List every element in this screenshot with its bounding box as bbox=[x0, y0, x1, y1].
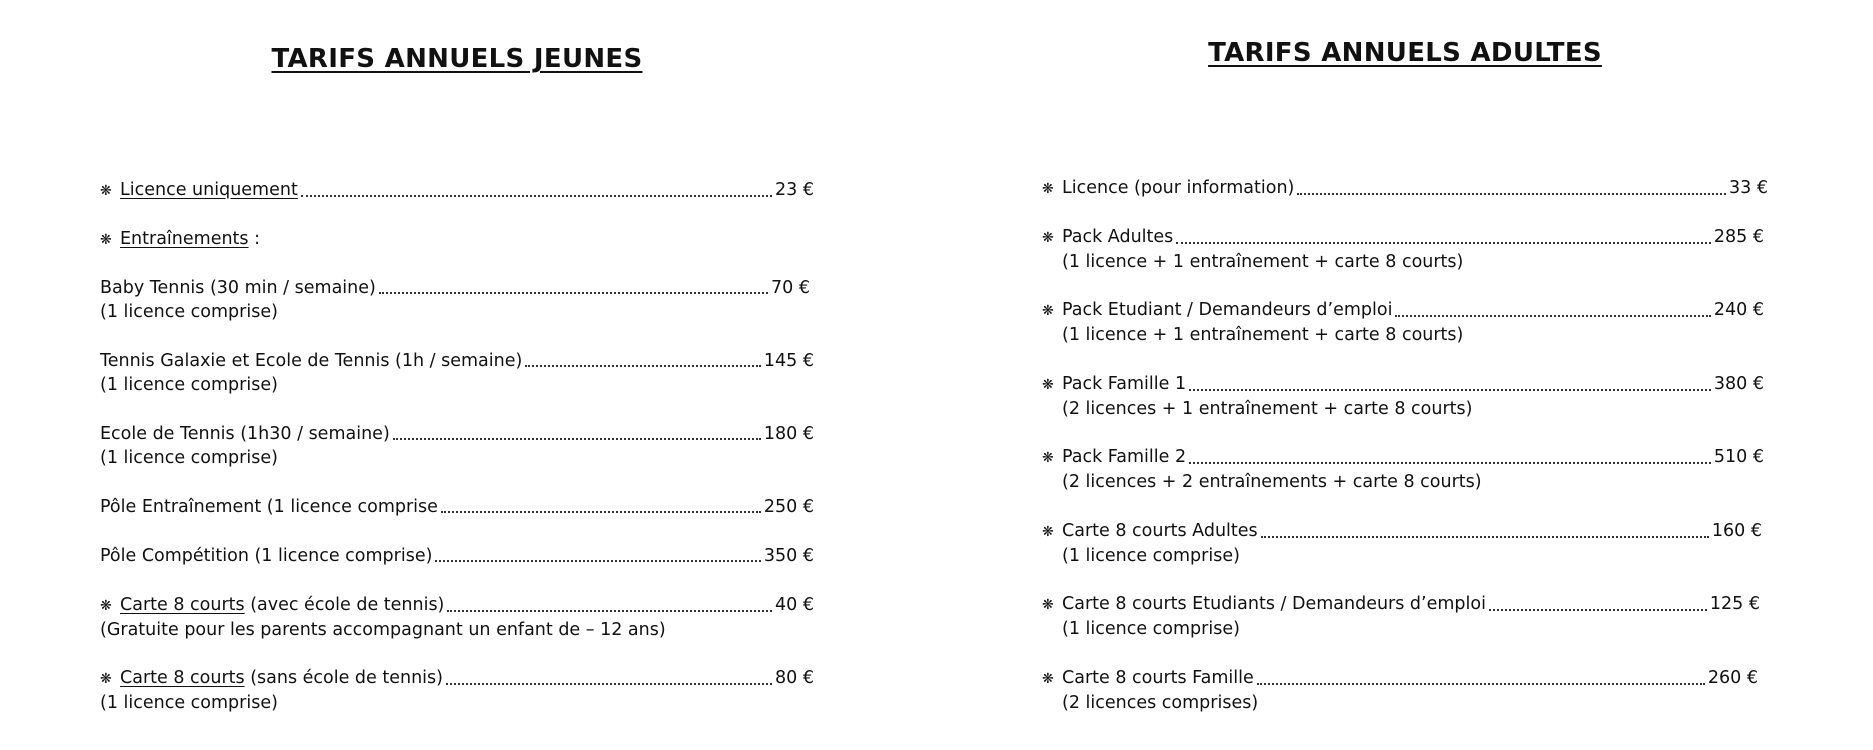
bullet-icon: ❋ bbox=[1042, 450, 1054, 466]
adultes-entry-line bbox=[1042, 298, 1764, 323]
dot-leader bbox=[441, 510, 761, 513]
dot-leader bbox=[1257, 682, 1705, 685]
adultes-entry-price: 380 € bbox=[1713, 374, 1764, 394]
bullet-icon: ❋ bbox=[1042, 181, 1054, 197]
jeunes-entry-price: 350 € bbox=[763, 546, 814, 566]
jeunes-entry-label: Pôle Entraînement (1 licence comprise bbox=[100, 497, 438, 517]
adultes-entry-line bbox=[1042, 176, 1768, 201]
adultes-entry-line bbox=[1042, 592, 1760, 617]
adultes-entry-note: (2 licences + 2 entraînements + carte 8 courts) bbox=[1062, 472, 1482, 492]
dot-leader bbox=[1261, 535, 1709, 538]
adultes-entry bbox=[1042, 176, 1768, 201]
bullet-icon: ❋ bbox=[1042, 671, 1054, 687]
dot-leader bbox=[446, 682, 772, 685]
dot-leader bbox=[393, 437, 761, 440]
adultes-entry bbox=[1042, 298, 1764, 347]
jeunes-entry-label: Tennis Galaxie et Ecole de Tennis (1h / semaine) bbox=[100, 351, 523, 371]
adultes-entry-note: (2 licences comprises) bbox=[1062, 693, 1259, 713]
adultes-entry-label: Carte 8 courts Etudiants / Demandeurs d’emploi bbox=[1062, 594, 1486, 614]
jeunes-entry bbox=[100, 349, 814, 397]
jeunes-entry-note: (1 licence comprise) bbox=[100, 693, 278, 713]
dot-leader bbox=[379, 291, 768, 294]
adultes-entry-note: (1 licence + 1 entraînement + carte 8 courts) bbox=[1062, 325, 1464, 345]
dot-leader bbox=[1189, 388, 1711, 391]
jeunes-entry-label: Entraînements : bbox=[120, 229, 261, 249]
bullet-icon: ❋ bbox=[1042, 303, 1054, 319]
dot-leader bbox=[435, 559, 760, 562]
dot-leader bbox=[1189, 461, 1711, 464]
dot-leader bbox=[447, 609, 772, 612]
bullet-icon: ❋ bbox=[1042, 377, 1054, 393]
jeunes-entry bbox=[100, 495, 814, 519]
jeunes-entry bbox=[100, 544, 814, 568]
jeunes-entry-line bbox=[100, 349, 814, 373]
jeunes-entry-label: Carte 8 courts (avec école de tennis) bbox=[120, 595, 445, 615]
jeunes-entry-line bbox=[100, 178, 814, 203]
adultes-entry-line bbox=[1042, 519, 1762, 544]
adultes-entry-price: 160 € bbox=[1711, 521, 1762, 541]
dot-leader bbox=[1297, 192, 1726, 195]
adultes-entry bbox=[1042, 666, 1758, 715]
dot-leader bbox=[301, 194, 772, 197]
jeunes-entry-label: Licence uniquement bbox=[120, 180, 298, 200]
adultes-entry-line bbox=[1042, 666, 1758, 691]
jeunes-entry-line bbox=[100, 593, 814, 618]
jeunes-entry-price: 145 € bbox=[763, 351, 814, 371]
jeunes-entry-label: Pôle Compétition (1 licence comprise) bbox=[100, 546, 433, 566]
bullet-icon: ❋ bbox=[100, 598, 112, 614]
adultes-entry-label: Licence (pour information) bbox=[1062, 178, 1295, 198]
dot-leader bbox=[1395, 314, 1710, 317]
jeunes-entry-line bbox=[100, 422, 814, 446]
jeunes-entry-note: (1 licence comprise) bbox=[100, 302, 278, 322]
adultes-entry-price: 240 € bbox=[1713, 300, 1764, 320]
adultes-entry bbox=[1042, 372, 1764, 421]
jeunes-entry-line bbox=[100, 227, 814, 252]
adultes-entry-label: Carte 8 courts Famille bbox=[1062, 668, 1254, 688]
adultes-entry bbox=[1042, 445, 1764, 494]
bullet-icon: ❋ bbox=[100, 183, 112, 199]
adultes-entry-price: 260 € bbox=[1707, 668, 1758, 688]
adultes-entry-label: Pack Famille 2 bbox=[1062, 447, 1187, 467]
jeunes-entry-line bbox=[100, 666, 814, 691]
jeunes-entry bbox=[100, 276, 810, 324]
bullet-icon: ❋ bbox=[1042, 524, 1054, 540]
jeunes-entry-price: 40 € bbox=[775, 595, 814, 615]
jeunes-title: TARIFS ANNUELS JEUNES bbox=[271, 44, 643, 74]
adultes-entry-note: (1 licence comprise) bbox=[1062, 619, 1240, 639]
jeunes-entry-price: 250 € bbox=[763, 497, 814, 517]
jeunes-entry-line bbox=[100, 495, 814, 519]
jeunes-entry-line bbox=[100, 276, 810, 300]
jeunes-entry-note: (1 licence comprise) bbox=[100, 448, 278, 468]
jeunes-entry bbox=[100, 422, 814, 470]
adultes-entry-price: 510 € bbox=[1713, 447, 1764, 467]
adultes-title: TARIFS ANNUELS ADULTES bbox=[1208, 38, 1602, 68]
jeunes-entry-label: Ecole de Tennis (1h30 / semaine) bbox=[100, 424, 390, 444]
jeunes-entry bbox=[100, 593, 814, 642]
jeunes-entry-label: Carte 8 courts (sans école de tennis) bbox=[120, 668, 443, 688]
jeunes-entry-note: (1 licence comprise) bbox=[100, 375, 278, 395]
adultes-entry-label: Carte 8 courts Adultes bbox=[1062, 521, 1258, 541]
adultes-entry-price: 125 € bbox=[1709, 594, 1760, 614]
bullet-icon: ❋ bbox=[100, 232, 112, 248]
adultes-entry-line bbox=[1042, 225, 1764, 250]
jeunes-entry-price: 70 € bbox=[771, 278, 810, 298]
bullet-icon: ❋ bbox=[100, 671, 112, 687]
dot-leader bbox=[1176, 241, 1711, 244]
jeunes-entry bbox=[100, 178, 814, 203]
jeunes-entry-price: 180 € bbox=[763, 424, 814, 444]
adultes-entry bbox=[1042, 519, 1762, 568]
adultes-entry-price: 285 € bbox=[1713, 227, 1764, 247]
jeunes-entry-price: 23 € bbox=[775, 180, 814, 200]
adultes-entry-line bbox=[1042, 372, 1764, 397]
adultes-entry-price: 33 € bbox=[1729, 178, 1768, 198]
adultes-entry bbox=[1042, 225, 1764, 274]
adultes-entry-label: Pack Etudiant / Demandeurs d’emploi bbox=[1062, 300, 1393, 320]
adultes-entry bbox=[1042, 592, 1760, 641]
adultes-entry-note: (1 licence + 1 entraînement + carte 8 courts) bbox=[1062, 252, 1464, 272]
jeunes-entry bbox=[100, 666, 814, 715]
jeunes-entry-note: (Gratuite pour les parents accompagnant un enfant de – 12 ans) bbox=[100, 620, 666, 640]
jeunes-entry-price: 80 € bbox=[775, 668, 814, 688]
adultes-entry-label: Pack Famille 1 bbox=[1062, 374, 1187, 394]
bullet-icon: ❋ bbox=[1042, 230, 1054, 246]
jeunes-entry-line bbox=[100, 544, 814, 568]
adultes-entry-note: (1 licence comprise) bbox=[1062, 546, 1240, 566]
bullet-icon: ❋ bbox=[1042, 597, 1054, 613]
jeunes-entry bbox=[100, 227, 814, 252]
adultes-entry-note: (2 licences + 1 entraînement + carte 8 courts) bbox=[1062, 399, 1473, 419]
jeunes-entry-label: Baby Tennis (30 min / semaine) bbox=[100, 278, 376, 298]
adultes-entry-label: Pack Adultes bbox=[1062, 227, 1174, 247]
dot-leader bbox=[1489, 608, 1707, 611]
adultes-entry-line bbox=[1042, 445, 1764, 470]
dot-leader bbox=[525, 364, 761, 367]
